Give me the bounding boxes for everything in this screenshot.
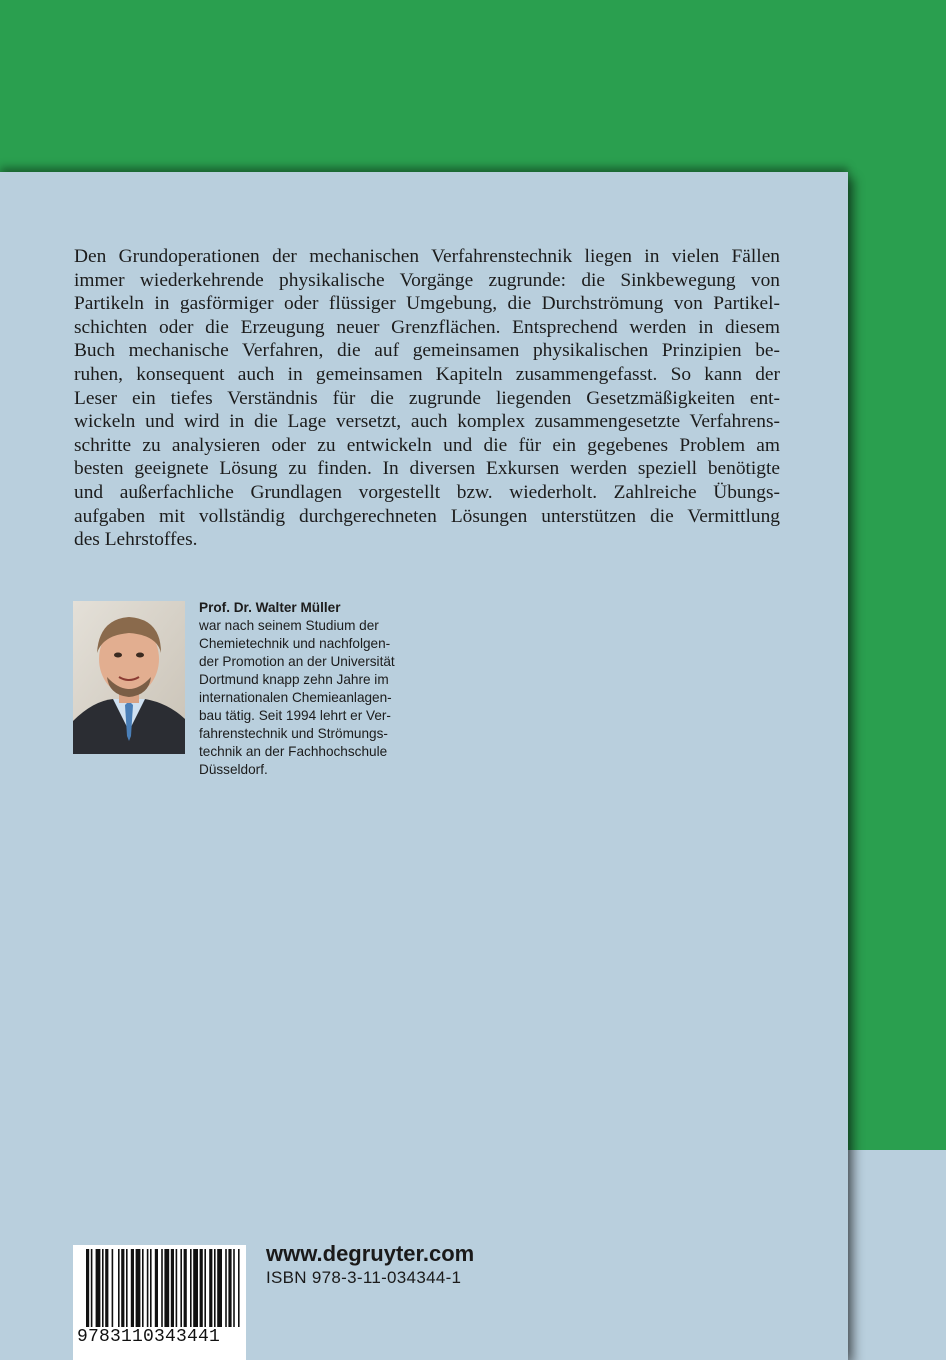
isbn-number: ISBN 978-3-11-034344-1 [266, 1268, 462, 1287]
barcode-bar [171, 1249, 174, 1327]
blurb-line: des Lehrstoffes. [74, 529, 198, 551]
author-bio-line: der Promotion an der Universität [199, 654, 395, 669]
author-bio-line: fahrenstechnik und Strömungs- [199, 726, 388, 741]
barcode-bar [180, 1249, 182, 1327]
blurb-line: aufgaben mit vollständig durchgerechneten Lösungen unterstützen die Vermittlung [74, 505, 780, 527]
barcode-bar [209, 1249, 212, 1327]
author-bio-line: technik an der Fachhochschule [199, 744, 388, 759]
barcode-bar [136, 1249, 141, 1327]
barcode-bar [121, 1249, 124, 1327]
blurb-line: besten geeignete Lösung zu finden. In diversen Exkursen werden speziell benötigte [74, 458, 780, 480]
barcode-bar [238, 1249, 240, 1327]
blurb-line: Buch mechanische Verfahren, die auf gemeinsamen physikalischen Prinzipien be- [74, 340, 780, 362]
barcode-bar [150, 1249, 152, 1327]
blurb-line: ruhen, konsequent auch in gemeinsamen Kapiteln zusammengefasst. So kann der [74, 363, 780, 385]
barcode-bar [190, 1249, 192, 1327]
author-bio-line: Chemietechnik und nachfolgen- [199, 636, 391, 651]
barcode-bar [86, 1249, 89, 1327]
barcode-bar [155, 1249, 158, 1327]
barcode-bar [225, 1249, 227, 1327]
publisher-website: www.degruyter.com [266, 1241, 475, 1266]
blurb-line: schritte zu analysieren oder zu entwickeln und die für ein gegebenes Problem am [74, 434, 780, 456]
barcode-bar [91, 1249, 93, 1327]
author-portrait-icon [73, 601, 185, 754]
barcode-bar [200, 1249, 203, 1327]
blurb-line: immer wiederkehrende physikalische Vorgänge zugrunde: die Sinkbewegung von [74, 269, 780, 291]
barcode-bar [193, 1249, 198, 1327]
blurb-line: wickeln und wird in die Lage versetzt, auch komplex zusammengesetzte Verfahrens- [74, 411, 780, 433]
author-bio [199, 599, 439, 779]
blurb-line: schichten oder die Erzeugung neuer Grenzflächen. Entsprechend werden in diesem [74, 316, 780, 338]
author-bio-line: Düsseldorf. [199, 762, 268, 777]
barcode-bar [96, 1249, 101, 1327]
blurb-line: Leser ein tiefes Verständnis für die zugrunde liegenden Gesetzmäßigkeiten ent- [74, 387, 780, 409]
barcode-bar [147, 1249, 149, 1327]
barcode-bar [164, 1249, 169, 1327]
barcode-bar [118, 1249, 120, 1327]
author-name: Prof. Dr. Walter Müller [199, 600, 341, 615]
author-photo [73, 601, 185, 754]
book-blurb [74, 245, 780, 552]
author-bio-line: war nach seinem Studium der [199, 618, 379, 633]
barcode-bar [233, 1249, 235, 1327]
barcode-bar [105, 1249, 108, 1327]
barcode-bar [126, 1249, 128, 1327]
isbn-barcode [73, 1245, 246, 1360]
barcode-bar [161, 1249, 163, 1327]
author-bio-line: bau tätig. Seit 1994 lehrt er Ver- [199, 708, 391, 723]
barcode-bar [204, 1249, 206, 1327]
barcode-bar [112, 1249, 114, 1327]
barcode-bar [228, 1249, 231, 1327]
barcode-bar [217, 1249, 222, 1327]
barcode-bar [214, 1249, 216, 1327]
barcode-digits: 9783110343441 [77, 1327, 221, 1347]
author-bio-line: Dortmund knapp zehn Jahre im [199, 672, 389, 687]
barcode-bar [176, 1249, 178, 1327]
barcode-bar [142, 1249, 144, 1327]
blurb-line: Partikeln in gasförmiger oder flüssiger Umgebung, die Durchströmung von Partikel- [74, 293, 780, 315]
blurb-line: und außerfachliche Grundlagen vorgestellt bzw. wiederholt. Zahlreiche Übungs- [74, 481, 780, 503]
author-bio-line: internationalen Chemieanlagen- [199, 690, 392, 705]
barcode-bar [131, 1249, 134, 1327]
barcode-bar [184, 1249, 187, 1327]
blurb-line: Den Grundoperationen der mechanischen Verfahrenstechnik liegen in vielen Fällen [74, 246, 780, 267]
barcode-bar [102, 1249, 104, 1327]
